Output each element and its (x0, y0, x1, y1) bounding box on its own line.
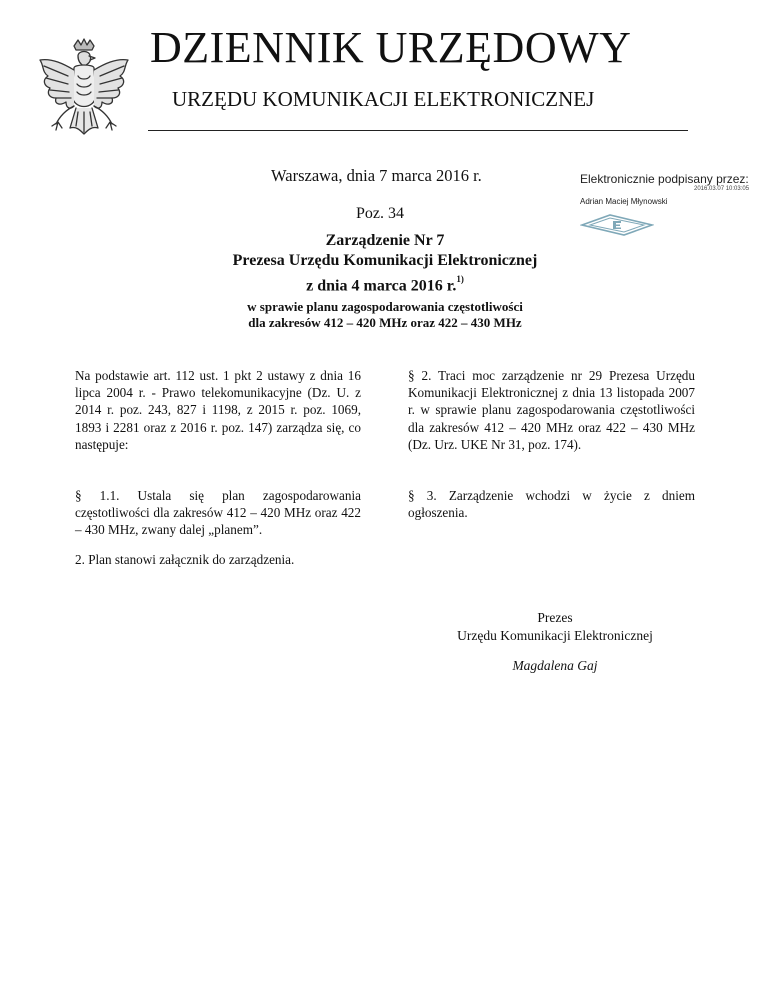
signatory-role (420, 609, 690, 644)
section-1-point-2: 2. Plan stanowi załącznik do zarządzenia. (75, 552, 295, 567)
signatory-role-line-2: Urzędu Komunikacji Elektronicznej (457, 627, 653, 643)
place-date: Warszawa, dnia 7 marca 2016 r. (271, 166, 482, 185)
footnote-marker: 1) (456, 274, 464, 284)
heading-line-2: Prezesa Urzędu Komunikacji Elektronicznej (232, 252, 538, 269)
e-signature-header: Elektronicznie podpisany przez: (580, 172, 749, 186)
e-signature-logo-icon (580, 212, 654, 238)
header-divider (148, 130, 688, 131)
position-number: Poz. 34 (356, 205, 404, 222)
signatory-name: Magdalena Gaj (512, 658, 598, 673)
section-1-paragraph: § 1.1. Ustala się plan zagospodarowania częstotliwości dla zakresów 412 – 420 MHz oraz 422 – 430 MHz, zwany dalej „planem”. (75, 488, 361, 538)
polish-eagle-emblem-icon (34, 36, 134, 150)
section-3-paragraph: § 3. Zarządzenie wchodzi w życie z dniem ogłoszenia. (408, 488, 695, 521)
subject-line-2: dla zakresów 412 – 420 MHz oraz 422 – 430 MHz (248, 315, 522, 330)
regulation-heading (180, 231, 590, 296)
e-signature-signer: Adrian Maciej Młynowski (580, 197, 668, 206)
heading-date: z dnia 4 marca 2016 r. (306, 277, 457, 295)
legal-basis-paragraph: Na podstawie art. 112 ust. 1 pkt 2 ustawy z dnia 16 lipca 2004 r. - Prawo telekomunikacyjne (Dz. U. z 2014 r. poz. 243, 827 i 1198, z 2015 r. poz. 1069, 1893 i 2281 oraz z 2016 r. poz. 147) zarządza się, co następuje: (75, 368, 361, 452)
heading-line-1: Zarządzenie Nr 7 (325, 232, 445, 249)
regulation-subject (180, 299, 590, 331)
subject-line-1: w sprawie planu zagospodarowania częstotliwości (247, 299, 523, 314)
journal-subtitle: URZĘDU KOMUNIKACJI ELEKTRONICZNEJ (172, 87, 595, 111)
e-signature-timestamp: 2016.03.07 10:03:05 (694, 186, 750, 192)
heading-line-3 (180, 271, 590, 296)
signatory-role-line-1: Prezes (537, 610, 573, 625)
journal-title: DZIENNIK URZĘDOWY (150, 23, 632, 72)
section-2-paragraph: § 2. Traci moc zarządzenie nr 29 Prezesa Urzędu Komunikacji Elektronicznej z dnia 13 listopada 2007 r. w sprawie planu zagospodarowania częstotliwości dla zakresów 412 – 420 MHz oraz 422 – 430 MHz (Dz. Urz. UKE Nr 31, poz. 174). (408, 368, 695, 452)
